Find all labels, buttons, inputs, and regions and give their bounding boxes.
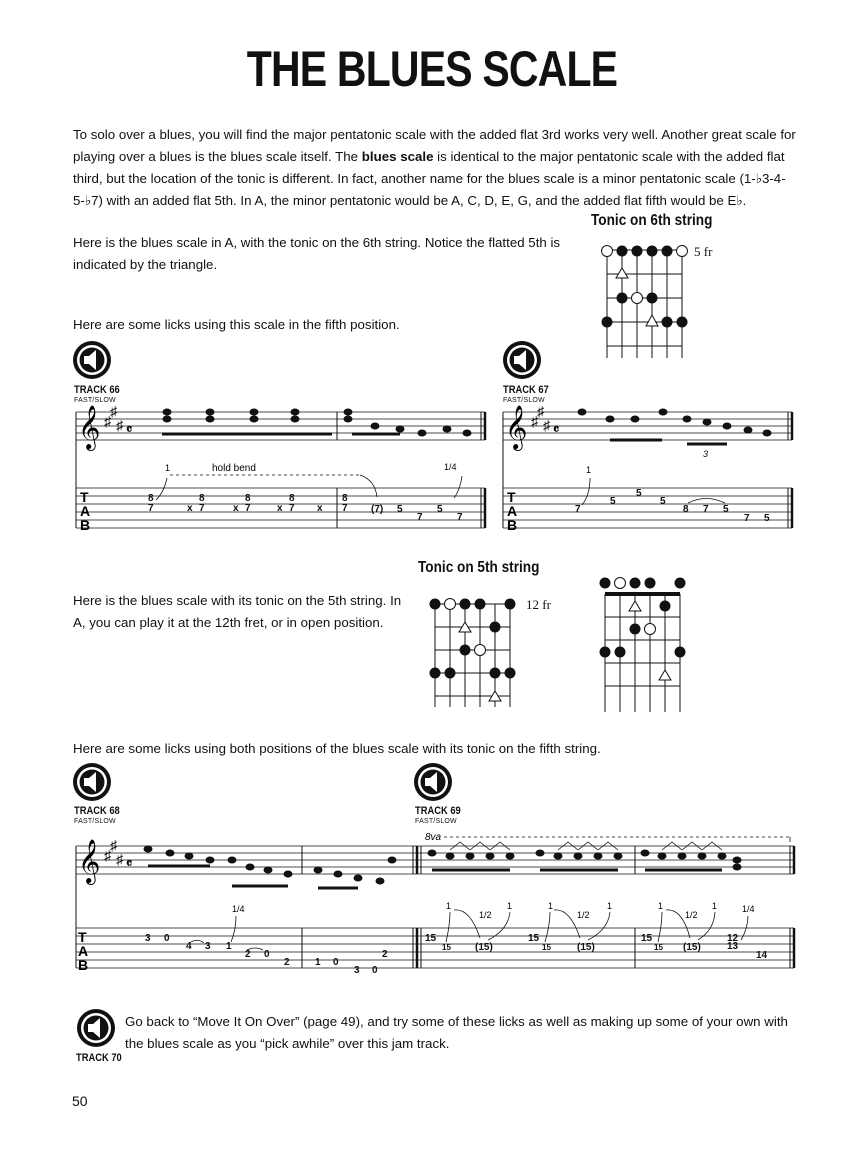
- tab-number: 7: [199, 503, 205, 514]
- tab-number: (15): [475, 942, 493, 953]
- scale-diagram-fifth-string-12fr: [425, 595, 525, 710]
- page-title: THE BLUES SCALE: [246, 41, 618, 97]
- bend-label: 1/2: [685, 910, 698, 920]
- page-number: 50: [72, 1093, 88, 1109]
- tab-number: 2: [284, 957, 290, 968]
- triplet-marker: 3: [703, 449, 709, 459]
- svg-text:♯: ♯: [110, 403, 117, 419]
- intro-bold-term: blues scale: [361, 149, 434, 164]
- track-70-label: TRACK 70: [76, 1052, 122, 1064]
- tab-letter-b: B: [507, 517, 518, 533]
- svg-text:♯: ♯: [110, 837, 117, 853]
- svg-text:𝄴: 𝄴: [126, 421, 133, 437]
- svg-text:♯: ♯: [531, 413, 538, 429]
- tab-letter-a: A: [80, 503, 91, 519]
- tab-number: 7: [342, 503, 348, 514]
- bend-label: 1/4: [742, 904, 755, 914]
- bend-label: 1/4: [444, 462, 457, 472]
- tab-number: 3: [354, 965, 360, 976]
- svg-text:𝄴: 𝄴: [126, 855, 133, 871]
- bend-label: 1/2: [577, 910, 590, 920]
- tab-number: 15: [542, 943, 551, 952]
- tab-number: 8: [199, 493, 205, 504]
- tab-number: 7: [417, 512, 423, 523]
- bend-label: 1: [712, 901, 718, 911]
- tab-number: 5: [636, 488, 642, 499]
- speaker-icon[interactable]: [502, 340, 542, 380]
- bend-label: 1/4: [232, 904, 245, 914]
- intro-text-a: To solo over a blues, you will find the major pentatonic scale with the added flat 3rd works very well. Another great scale for playing over a blues is the blues scale itself. The: [73, 127, 796, 164]
- tab-number: 5: [660, 496, 666, 507]
- fifth-string-heading: Tonic on 5th string: [418, 559, 540, 576]
- bend-label: 1: [607, 901, 613, 911]
- tab-number: 7: [245, 503, 251, 514]
- tab-letter-t: T: [507, 489, 516, 505]
- tab-number: 14: [756, 950, 768, 961]
- svg-text:♯: ♯: [116, 851, 123, 867]
- speaker-icon[interactable]: [413, 762, 453, 802]
- tab-number: 5: [397, 504, 403, 515]
- tab-number: 5: [764, 513, 770, 524]
- tab-number: 3: [145, 933, 151, 944]
- hold-bend-label: hold bend: [212, 463, 256, 474]
- tab-number: 2: [245, 949, 251, 960]
- tab-number: 7: [148, 503, 154, 514]
- svg-text:𝄞: 𝄞: [78, 841, 101, 883]
- bend-label: 1: [165, 463, 171, 473]
- bend-label: 1: [586, 465, 592, 475]
- sixth-fret-label: 5 fr: [694, 244, 713, 259]
- tab-number: 5: [610, 496, 616, 507]
- octave-marker: 8va: [425, 832, 442, 843]
- tab-letter-b: B: [78, 957, 89, 973]
- sixth-string-paragraph: Here is the blues scale in A, with the tonic on the 6th string. Notice the flatted 5th is indicated by the triangle.: [73, 235, 561, 272]
- speaker-icon[interactable]: [72, 762, 112, 802]
- tab-number: x: [233, 503, 239, 514]
- licks-fifth-position-paragraph: Here are some licks using this scale in the fifth position.: [73, 317, 400, 332]
- tab-number: 15: [528, 933, 540, 944]
- sixth-string-heading: Tonic on 6th string: [591, 212, 713, 229]
- tab-number: x: [187, 503, 193, 514]
- tab-number: 0: [264, 949, 270, 960]
- track-69-label: TRACK 69: [415, 805, 461, 817]
- svg-text:♯: ♯: [543, 417, 550, 433]
- bend-label: 1: [507, 901, 513, 911]
- music-system-2: [70, 830, 800, 982]
- track-69-sub: FAST/SLOW: [415, 818, 457, 825]
- track-68-label: TRACK 68: [74, 805, 120, 817]
- track-67-sub: FAST/SLOW: [503, 397, 545, 404]
- tab-letter-a: A: [507, 503, 518, 519]
- svg-text:♯: ♯: [537, 403, 544, 419]
- tab-number: 8: [342, 493, 348, 504]
- fifth-string-paragraph: Here is the blues scale with its tonic on the 5th string. In A, you can play it at the 12th fret, or in open position.: [73, 593, 402, 630]
- scale-diagram-fifth-string-open: [595, 576, 695, 716]
- svg-text:𝄞: 𝄞: [505, 407, 528, 449]
- tab-number: 15: [641, 933, 653, 944]
- tab-number: 15: [654, 943, 663, 952]
- tab-number: 0: [372, 965, 378, 976]
- svg-text:𝄴: 𝄴: [553, 421, 560, 437]
- licks-both-positions-paragraph: Here are some licks using both positions of the blues scale with its tonic on the fifth string.: [73, 741, 601, 756]
- tab-number: x: [277, 503, 283, 514]
- tab-number: 8: [148, 493, 154, 504]
- tab-number: 0: [333, 957, 339, 968]
- svg-text:♯: ♯: [116, 417, 123, 433]
- tab-number: 8: [245, 493, 251, 504]
- svg-text:♯: ♯: [104, 413, 111, 429]
- tab-number: x: [317, 503, 323, 514]
- tab-number: 5: [723, 504, 729, 515]
- bend-label: 1/2: [479, 910, 492, 920]
- svg-text:♯: ♯: [104, 847, 111, 863]
- tab-number: 7: [575, 504, 581, 515]
- tab-letter-a: A: [78, 943, 89, 959]
- speaker-icon[interactable]: [72, 340, 112, 380]
- tab-number: 1: [226, 941, 232, 952]
- tab-number: 7: [289, 503, 295, 514]
- tab-letter-t: T: [78, 929, 87, 945]
- tab-number: (7): [371, 504, 384, 515]
- track-67-label: TRACK 67: [503, 384, 549, 396]
- tab-number: 2: [382, 949, 388, 960]
- tab-number: 15: [442, 943, 451, 952]
- track-68-sub: FAST/SLOW: [74, 818, 116, 825]
- speaker-icon[interactable]: [76, 1008, 116, 1048]
- tab-number: 4: [186, 941, 192, 952]
- tab-number: 1: [315, 957, 321, 968]
- bend-label: 1: [658, 901, 664, 911]
- svg-text:𝄞: 𝄞: [78, 407, 101, 449]
- bend-label: 1: [446, 901, 452, 911]
- tab-number: 7: [457, 512, 463, 523]
- tab-number: 3: [205, 941, 211, 952]
- intro-paragraph: [73, 124, 797, 212]
- tab-number: 15: [425, 933, 437, 944]
- intro-text-b: is identical to the major pentatonic scale with the added flat third, but the location of the tonic is different. In fact, another name for the blues scale is a minor pentatonic scale (1-♭3-4-5-♭7) with an added flat 5th. In A, the minor pentatonic would be A, C, D, E, G, and the added flat fifth would be E♭.: [73, 149, 786, 208]
- tab-number: 5: [437, 504, 443, 515]
- tab-number: 0: [164, 933, 170, 944]
- jam-paragraph: Go back to “Move It On Over” (page 49), and try some of these licks as well as making up some of your own with the blues scale as you “pick awhile” over this jam track.: [125, 1014, 788, 1051]
- tab-number: 7: [703, 504, 709, 515]
- tab-number: 13: [727, 941, 739, 952]
- tab-number: 8: [289, 493, 295, 504]
- tab-number: 8: [683, 504, 689, 515]
- fifth-fret-label: 12 fr: [526, 597, 551, 612]
- track-66-sub: FAST/SLOW: [74, 397, 116, 404]
- tab-number: 12: [727, 933, 739, 944]
- music-system-1: [70, 400, 800, 540]
- tab-letter-t: T: [80, 489, 89, 505]
- tab-number: (15): [577, 942, 595, 953]
- track-66-label: TRACK 66: [74, 384, 120, 396]
- tab-number: (15): [683, 942, 701, 953]
- tab-letter-b: B: [80, 517, 91, 533]
- bend-label: 1: [548, 901, 554, 911]
- tab-number: 7: [744, 513, 750, 524]
